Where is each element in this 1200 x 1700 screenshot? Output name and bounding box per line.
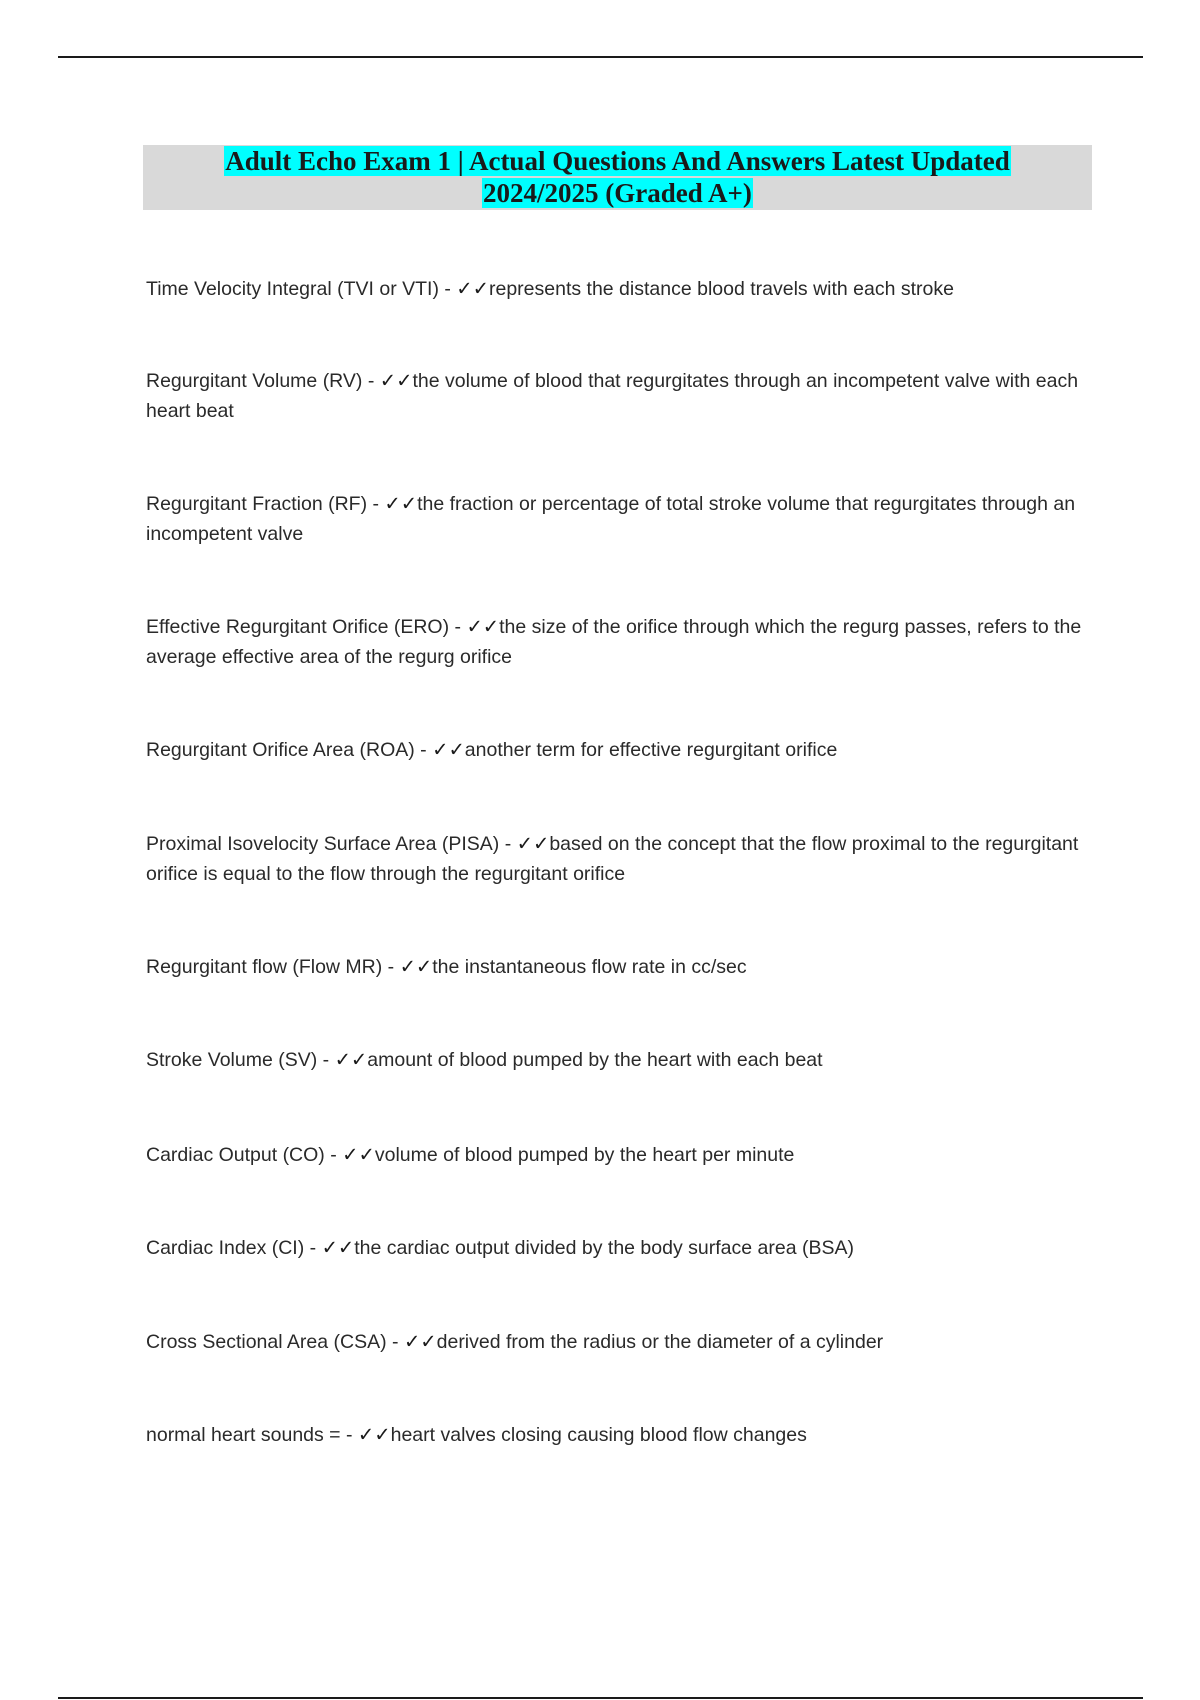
definition: derived from the radius or the diameter of a cylinder bbox=[436, 1331, 884, 1353]
list-item: Cardiac Output (CO) - ✓✓volume of blood pumped by the heart per minute bbox=[146, 1144, 795, 1166]
footer-rule bbox=[58, 1697, 1143, 1699]
check-marks-icon: ✓✓ bbox=[403, 1331, 437, 1353]
list-item: Cardiac Index (CI) - ✓✓the cardiac output divided by the body surface area (BSA) bbox=[146, 1237, 854, 1259]
check-marks-icon: ✓✓ bbox=[334, 1049, 368, 1071]
definition: the instantaneous flow rate in cc/sec bbox=[432, 956, 747, 978]
check-marks-icon: ✓✓ bbox=[321, 1237, 355, 1259]
check-marks-icon: ✓✓ bbox=[357, 1424, 391, 1446]
definition: heart valves closing causing blood flow changes bbox=[390, 1424, 807, 1446]
definition: the size of the orifice through which the regurg passes, refers to the average effective area of the regurg orifice bbox=[146, 616, 1082, 668]
definition: amount of blood pumped by the heart with each beat bbox=[367, 1049, 823, 1071]
list-item: Effective Regurgitant Orifice (ERO) - ✓✓the size of the orifice through which the regurg passes, refers to the average effective area of the regurg orifice bbox=[146, 616, 1082, 668]
title-banner bbox=[143, 145, 1092, 210]
list-item: Regurgitant Orifice Area (ROA) - ✓✓another term for effective regurgitant orifice bbox=[146, 739, 838, 761]
list-item: Stroke Volume (SV) - ✓✓amount of blood pumped by the heart with each beat bbox=[146, 1049, 823, 1071]
term: Regurgitant flow (Flow MR) bbox=[146, 956, 383, 978]
check-marks-icon: ✓✓ bbox=[399, 956, 433, 978]
definition: the fraction or percentage of total stroke volume that regurgitates through an incompetent valve bbox=[146, 493, 1076, 545]
list-item: Regurgitant Fraction (RF) - ✓✓the fraction or percentage of total stroke volume that regurgitates through an incompetent valve bbox=[146, 493, 1076, 545]
term: Cardiac Output (CO) bbox=[146, 1144, 325, 1166]
check-marks-icon: ✓✓ bbox=[384, 493, 418, 515]
term: Proximal Isovelocity Surface Area (PISA) bbox=[146, 833, 500, 855]
check-marks-icon: ✓✓ bbox=[342, 1144, 375, 1166]
definition: represents the distance blood travels with each stroke bbox=[488, 278, 954, 300]
term: Cardiac Index (CI) bbox=[146, 1237, 305, 1259]
definition: another term for effective regurgitant orifice bbox=[464, 739, 838, 761]
list-item: Proximal Isovelocity Surface Area (PISA) - ✓✓based on the concept that the flow proximal to the regurgitant orifice is equal to the flow through the regurgitant orifice bbox=[146, 833, 1079, 885]
title-line-1: Adult Echo Exam 1 | Actual Questions And Answers Latest Updated bbox=[225, 146, 1010, 176]
term: Cross Sectional Area (CSA) bbox=[146, 1331, 387, 1353]
term: Regurgitant Fraction (RF) bbox=[146, 493, 368, 515]
header-rule bbox=[58, 56, 1143, 58]
list-item: Cross Sectional Area (CSA) - ✓✓derived from the radius or the diameter of a cylinder bbox=[146, 1331, 884, 1353]
title-line-2: 2024/2025 (Graded A+) bbox=[483, 178, 752, 208]
check-marks-icon: ✓✓ bbox=[432, 739, 465, 761]
term: Regurgitant Orifice Area (ROA) bbox=[146, 739, 415, 761]
term: Time Velocity Integral (TVI or VTI) bbox=[146, 278, 439, 300]
term: Regurgitant Volume (RV) bbox=[146, 370, 363, 392]
definition: the cardiac output divided by the body surface area (BSA) bbox=[354, 1237, 854, 1259]
term: normal heart sounds = bbox=[146, 1424, 341, 1446]
check-marks-icon: ✓✓ bbox=[456, 278, 489, 300]
term: Stroke Volume (SV) bbox=[146, 1049, 318, 1071]
term: Effective Regurgitant Orifice (ERO) bbox=[146, 616, 450, 638]
list-item: Regurgitant Volume (RV) - ✓✓the volume of blood that regurgitates through an incompetent valve with each heart beat bbox=[146, 370, 1079, 422]
list-item: normal heart sounds = - ✓✓heart valves closing causing blood flow changes bbox=[146, 1424, 807, 1446]
definition: the volume of blood that regurgitates through an incompetent valve with each heart beat bbox=[146, 370, 1079, 422]
check-marks-icon: ✓✓ bbox=[466, 616, 500, 638]
check-marks-icon: ✓✓ bbox=[516, 833, 550, 855]
definition: volume of blood pumped by the heart per minute bbox=[374, 1144, 795, 1166]
list-item: Time Velocity Integral (TVI or VTI) - ✓✓represents the distance blood travels with each stroke bbox=[146, 278, 954, 300]
document-title bbox=[224, 146, 1011, 208]
definition: based on the concept that the flow proximal to the regurgitant orifice is equal to the flow through the regurgitant orifice bbox=[146, 833, 1079, 885]
list-item: Regurgitant flow (Flow MR) - ✓✓the instantaneous flow rate in cc/sec bbox=[146, 956, 747, 978]
check-marks-icon: ✓✓ bbox=[379, 370, 413, 392]
